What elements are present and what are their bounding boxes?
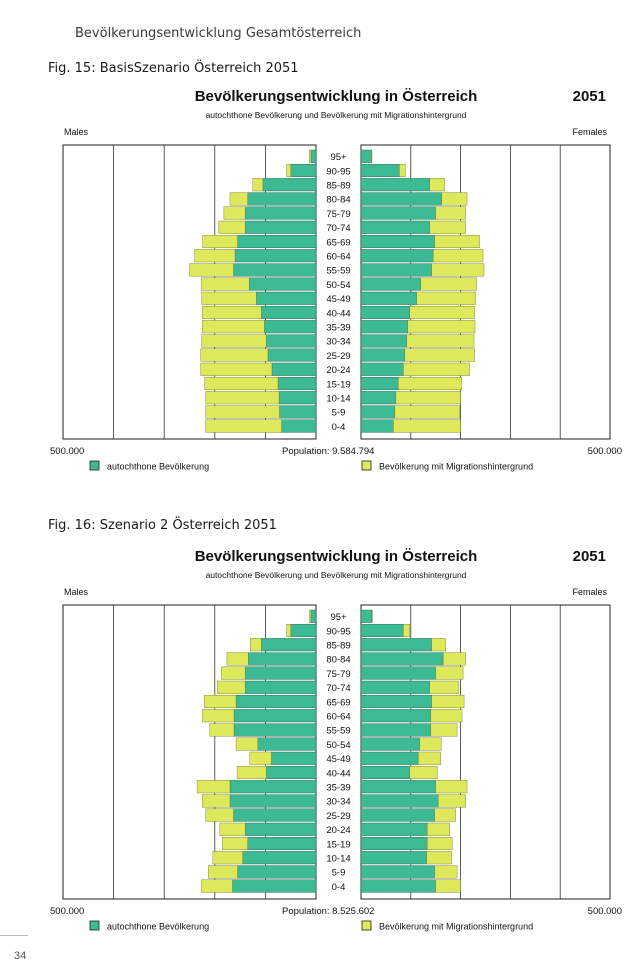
bar-males-migration-15-19 xyxy=(222,837,247,850)
bar-males-autochthon-90-95 xyxy=(291,624,316,637)
bar-females-migration-5-9 xyxy=(395,406,460,419)
population-pyramid-szenario-2 xyxy=(0,540,640,980)
bar-females-autochthon-25-29 xyxy=(361,809,435,822)
bar-females-autochthon-85-89 xyxy=(361,178,430,191)
bar-males-autochthon-70-74 xyxy=(245,221,316,234)
bar-males-autochthon-35-39 xyxy=(230,780,316,793)
age-group-label: 30-34 xyxy=(326,337,350,348)
bar-females-migration-50-54 xyxy=(421,278,477,291)
figure-caption-16: Fig. 16: Szenario 2 Österreich 2051 xyxy=(48,518,277,533)
population-total-label: Population: 9.584.794 xyxy=(282,446,374,457)
age-group-label: 20-24 xyxy=(326,365,350,376)
bar-females-migration-80-84 xyxy=(442,193,467,206)
age-group-label: 80-84 xyxy=(326,195,350,206)
bar-females-migration-10-14 xyxy=(427,851,452,864)
age-group-label: 90-95 xyxy=(326,626,350,637)
bar-males-migration-80-84 xyxy=(227,653,248,666)
population-total-label: Population: 8.525.602 xyxy=(282,906,374,917)
age-group-label: 95+ xyxy=(330,612,347,623)
age-group-label: 90-95 xyxy=(326,166,350,177)
bar-females-migration-0-4 xyxy=(436,880,461,893)
bar-females-autochthon-40-44 xyxy=(361,766,410,779)
age-group-label: 10-14 xyxy=(326,394,350,405)
bar-females-autochthon-45-49 xyxy=(361,292,417,305)
bar-females-autochthon-40-44 xyxy=(361,306,410,319)
age-group-label: 50-54 xyxy=(326,740,350,751)
bar-males-autochthon-75-79 xyxy=(245,667,316,680)
bar-females-migration-25-29 xyxy=(405,349,475,362)
age-group-label: 15-19 xyxy=(326,379,350,390)
age-group-label: 65-69 xyxy=(326,237,350,248)
bar-females-migration-0-4 xyxy=(393,420,460,433)
bar-males-autochthon-45-49 xyxy=(271,752,316,765)
bar-males-migration-55-59 xyxy=(190,264,234,277)
bar-females-autochthon-0-4 xyxy=(361,880,436,893)
legend-swatch-autochthon xyxy=(90,921,99,930)
bar-males-autochthon-60-64 xyxy=(234,709,316,722)
bar-females-migration-30-34 xyxy=(438,795,465,808)
population-pyramid-basis xyxy=(0,80,640,520)
age-group-label: 10-14 xyxy=(326,854,350,865)
bar-females-migration-35-39 xyxy=(408,320,475,333)
bar-males-migration-90-95 xyxy=(287,164,291,177)
bar-males-migration-45-49 xyxy=(202,292,257,305)
age-group-label: 0-4 xyxy=(332,422,346,433)
bar-females-autochthon-80-84 xyxy=(361,653,443,666)
bar-females-autochthon-85-89 xyxy=(361,638,432,651)
bar-males-autochthon-70-74 xyxy=(245,681,316,694)
bar-females-migration-70-74 xyxy=(430,221,466,234)
bar-females-migration-45-49 xyxy=(417,292,476,305)
legend-swatch-migration xyxy=(362,461,371,470)
bar-females-migration-10-14 xyxy=(396,391,461,404)
bar-females-autochthon-90-95 xyxy=(361,624,403,637)
bar-males-migration-85-89 xyxy=(253,178,263,191)
age-group-label: 25-29 xyxy=(326,351,350,362)
bar-females-autochthon-10-14 xyxy=(361,851,427,864)
bar-males-autochthon-90-95 xyxy=(291,164,316,177)
bar-males-migration-30-34 xyxy=(202,335,267,348)
bar-males-autochthon-60-64 xyxy=(235,249,316,262)
bar-females-migration-40-44 xyxy=(410,306,475,319)
bar-females-migration-45-49 xyxy=(418,752,440,765)
bar-females-migration-80-84 xyxy=(443,653,465,666)
bar-males-migration-35-39 xyxy=(202,320,264,333)
footer-rule xyxy=(0,935,28,936)
chart-subtitle: autochthone Bevölkerung und Bevölkerung mit Migrationshintergrund xyxy=(206,110,467,120)
bar-females-autochthon-95+ xyxy=(361,610,372,623)
age-group-label: 60-64 xyxy=(326,712,350,723)
bar-females-autochthon-30-34 xyxy=(361,795,438,808)
axis-left-label: 500.000 xyxy=(50,906,84,917)
age-group-label: 55-59 xyxy=(326,726,350,737)
legend-swatch-autochthon xyxy=(90,461,99,470)
bar-females-migration-15-19 xyxy=(398,377,461,390)
bar-females-migration-60-64 xyxy=(431,709,462,722)
bar-females-migration-20-24 xyxy=(427,823,449,836)
bar-males-autochthon-85-89 xyxy=(263,178,316,191)
bar-males-autochthon-40-44 xyxy=(261,306,316,319)
bar-males-migration-45-49 xyxy=(250,752,272,765)
bar-females-autochthon-65-69 xyxy=(361,235,435,248)
bar-females-autochthon-75-79 xyxy=(361,667,436,680)
bar-males-autochthon-30-34 xyxy=(266,335,316,348)
legend-label-migration: Bevölkerung mit Migrationshintergrund xyxy=(379,922,533,932)
bar-females-autochthon-5-9 xyxy=(361,866,435,879)
bar-males-autochthon-20-24 xyxy=(245,823,316,836)
bar-males-migration-15-19 xyxy=(205,377,278,390)
bar-males-migration-75-79 xyxy=(221,667,245,680)
bar-males-migration-70-74 xyxy=(219,221,245,234)
bar-females-migration-75-79 xyxy=(436,667,463,680)
age-group-label: 60-64 xyxy=(326,252,350,263)
bar-males-autochthon-80-84 xyxy=(248,653,316,666)
age-group-label: 55-59 xyxy=(326,266,350,277)
age-group-label: 25-29 xyxy=(326,811,350,822)
bar-females-migration-25-29 xyxy=(435,809,456,822)
bar-males-autochthon-45-49 xyxy=(256,292,316,305)
age-group-label: 75-79 xyxy=(326,669,350,680)
bar-males-autochthon-10-14 xyxy=(279,391,316,404)
bar-females-migration-50-54 xyxy=(420,738,441,751)
age-group-label: 40-44 xyxy=(326,308,350,319)
chart-title: Bevölkerungsentwicklung in Österreich xyxy=(195,548,478,565)
bar-males-autochthon-25-29 xyxy=(268,349,316,362)
bar-females-autochthon-35-39 xyxy=(361,780,436,793)
bar-females-autochthon-95+ xyxy=(361,150,371,163)
bar-males-autochthon-50-54 xyxy=(249,278,316,291)
age-group-label: 40-44 xyxy=(326,768,350,779)
chart-title: Bevölkerungsentwicklung in Österreich xyxy=(195,88,478,105)
bar-males-migration-60-64 xyxy=(195,249,235,262)
bar-females-autochthon-60-64 xyxy=(361,709,431,722)
males-label: Males xyxy=(64,587,89,597)
bar-males-autochthon-85-89 xyxy=(261,638,316,651)
age-group-label: 35-39 xyxy=(326,783,350,794)
bar-females-migration-35-39 xyxy=(436,780,467,793)
bar-females-autochthon-20-24 xyxy=(361,363,403,376)
age-group-label: 85-89 xyxy=(326,181,350,192)
bar-males-autochthon-0-4 xyxy=(282,420,316,433)
bar-males-migration-40-44 xyxy=(237,766,266,779)
bar-females-migration-85-89 xyxy=(430,178,445,191)
bar-males-migration-5-9 xyxy=(208,866,237,879)
bar-males-migration-70-74 xyxy=(217,681,245,694)
bar-males-autochthon-15-19 xyxy=(278,377,316,390)
bar-males-migration-50-54 xyxy=(201,278,249,291)
bar-males-migration-25-29 xyxy=(201,349,268,362)
bar-males-autochthon-35-39 xyxy=(264,320,316,333)
bar-females-autochthon-75-79 xyxy=(361,207,436,220)
age-group-label: 45-49 xyxy=(326,754,350,765)
bar-males-migration-0-4 xyxy=(201,880,232,893)
legend-label-autochthon: autochthone Bevölkerung xyxy=(107,462,209,472)
bar-females-autochthon-45-49 xyxy=(361,752,418,765)
chart-year: 2051 xyxy=(573,548,606,565)
axis-right-label: 500.000 xyxy=(588,446,622,457)
bar-females-autochthon-80-84 xyxy=(361,193,442,206)
bar-females-autochthon-65-69 xyxy=(361,695,432,708)
bar-females-autochthon-70-74 xyxy=(361,221,430,234)
bar-males-migration-10-14 xyxy=(206,391,279,404)
legend-label-migration: Bevölkerung mit Migrationshintergrund xyxy=(379,462,533,472)
bar-males-migration-65-69 xyxy=(204,695,236,708)
legend-label-autochthon: autochthone Bevölkerung xyxy=(107,922,209,932)
figure-caption-15: Fig. 15: BasisSzenario Österreich 2051 xyxy=(48,61,299,76)
bar-males-migration-65-69 xyxy=(203,235,238,248)
bar-males-migration-60-64 xyxy=(202,709,234,722)
bar-males-migration-40-44 xyxy=(202,306,261,319)
females-label: Females xyxy=(572,127,607,137)
bar-females-migration-75-79 xyxy=(436,207,466,220)
age-group-label: 95+ xyxy=(330,152,347,163)
bar-males-migration-95+ xyxy=(309,610,311,623)
bar-males-autochthon-25-29 xyxy=(234,809,316,822)
bar-males-autochthon-55-59 xyxy=(234,264,316,277)
age-group-label: 20-24 xyxy=(326,825,350,836)
legend-swatch-migration xyxy=(362,921,371,930)
bar-males-migration-35-39 xyxy=(197,780,230,793)
bar-females-autochthon-50-54 xyxy=(361,738,420,751)
bar-males-autochthon-0-4 xyxy=(233,880,316,893)
bar-females-autochthon-0-4 xyxy=(361,420,393,433)
bar-females-migration-55-59 xyxy=(431,724,457,737)
bar-females-migration-60-64 xyxy=(433,249,483,262)
page-number: 34 xyxy=(14,950,26,962)
bar-females-autochthon-5-9 xyxy=(361,406,395,419)
bar-females-autochthon-50-54 xyxy=(361,278,421,291)
bar-females-autochthon-35-39 xyxy=(361,320,408,333)
age-group-label: 75-79 xyxy=(326,209,350,220)
bar-males-autochthon-65-69 xyxy=(236,695,316,708)
bar-males-autochthon-40-44 xyxy=(266,766,316,779)
chart-year: 2051 xyxy=(573,88,606,105)
bar-males-autochthon-65-69 xyxy=(238,235,316,248)
bar-females-autochthon-30-34 xyxy=(361,335,407,348)
bar-males-autochthon-95+ xyxy=(311,150,316,163)
bar-males-autochthon-75-79 xyxy=(245,207,316,220)
bar-males-migration-85-89 xyxy=(250,638,261,651)
bar-females-migration-40-44 xyxy=(410,766,437,779)
age-group-label: 5-9 xyxy=(332,408,346,419)
bar-males-autochthon-95+ xyxy=(311,610,316,623)
bar-males-autochthon-10-14 xyxy=(243,851,316,864)
bar-females-autochthon-10-14 xyxy=(361,391,396,404)
bar-males-migration-90-95 xyxy=(287,624,291,637)
bar-females-migration-70-74 xyxy=(430,681,459,694)
bar-males-autochthon-55-59 xyxy=(234,724,316,737)
bar-females-autochthon-25-29 xyxy=(361,349,405,362)
bar-males-autochthon-5-9 xyxy=(238,866,316,879)
bar-females-autochthon-15-19 xyxy=(361,377,398,390)
bar-females-autochthon-60-64 xyxy=(361,249,433,262)
bar-females-migration-15-19 xyxy=(427,837,452,850)
bar-females-autochthon-90-95 xyxy=(361,164,399,177)
age-group-label: 0-4 xyxy=(332,882,346,893)
bar-males-migration-10-14 xyxy=(213,851,243,864)
bar-females-migration-65-69 xyxy=(435,235,480,248)
age-group-label: 35-39 xyxy=(326,323,350,334)
age-group-label: 70-74 xyxy=(326,223,350,234)
bar-females-migration-20-24 xyxy=(403,363,469,376)
bar-females-autochthon-70-74 xyxy=(361,681,430,694)
bar-females-autochthon-20-24 xyxy=(361,823,427,836)
age-group-label: 30-34 xyxy=(326,797,350,808)
age-group-label: 50-54 xyxy=(326,280,350,291)
age-group-label: 85-89 xyxy=(326,641,350,652)
bar-males-migration-25-29 xyxy=(206,809,234,822)
bar-males-autochthon-5-9 xyxy=(280,406,316,419)
bar-males-migration-20-24 xyxy=(201,363,272,376)
bar-males-autochthon-30-34 xyxy=(230,795,316,808)
bar-males-autochthon-15-19 xyxy=(248,837,316,850)
bar-males-migration-75-79 xyxy=(224,207,245,220)
bar-males-migration-0-4 xyxy=(206,420,282,433)
bar-females-migration-55-59 xyxy=(432,264,484,277)
bar-males-migration-5-9 xyxy=(206,406,280,419)
chart-subtitle: autochthone Bevölkerung und Bevölkerung mit Migrationshintergrund xyxy=(206,570,467,580)
bar-males-migration-30-34 xyxy=(202,795,230,808)
axis-right-label: 500.000 xyxy=(588,906,622,917)
females-label: Females xyxy=(572,587,607,597)
axis-left-label: 500.000 xyxy=(50,446,84,457)
males-label: Males xyxy=(64,127,89,137)
bar-males-migration-95+ xyxy=(309,150,311,163)
running-header: Bevölkerungsentwicklung Gesamtösterreich xyxy=(75,26,361,41)
bar-females-migration-90-95 xyxy=(399,164,405,177)
age-group-label: 5-9 xyxy=(332,868,346,879)
bar-females-autochthon-15-19 xyxy=(361,837,427,850)
bar-females-migration-30-34 xyxy=(407,335,474,348)
bar-males-autochthon-50-54 xyxy=(258,738,316,751)
bar-males-migration-55-59 xyxy=(210,724,234,737)
age-group-label: 65-69 xyxy=(326,697,350,708)
age-group-label: 15-19 xyxy=(326,839,350,850)
bar-females-migration-5-9 xyxy=(435,866,457,879)
bar-females-migration-90-95 xyxy=(403,624,409,637)
bar-females-autochthon-55-59 xyxy=(361,724,431,737)
bar-males-migration-50-54 xyxy=(236,738,258,751)
age-group-label: 80-84 xyxy=(326,655,350,666)
bar-males-autochthon-20-24 xyxy=(272,363,316,376)
bar-males-autochthon-80-84 xyxy=(248,193,316,206)
bar-females-migration-85-89 xyxy=(432,638,446,651)
age-group-label: 45-49 xyxy=(326,294,350,305)
bar-males-migration-80-84 xyxy=(230,193,248,206)
bar-females-migration-65-69 xyxy=(432,695,464,708)
bar-males-migration-20-24 xyxy=(220,823,245,836)
bar-females-autochthon-55-59 xyxy=(361,264,432,277)
age-group-label: 70-74 xyxy=(326,683,350,694)
